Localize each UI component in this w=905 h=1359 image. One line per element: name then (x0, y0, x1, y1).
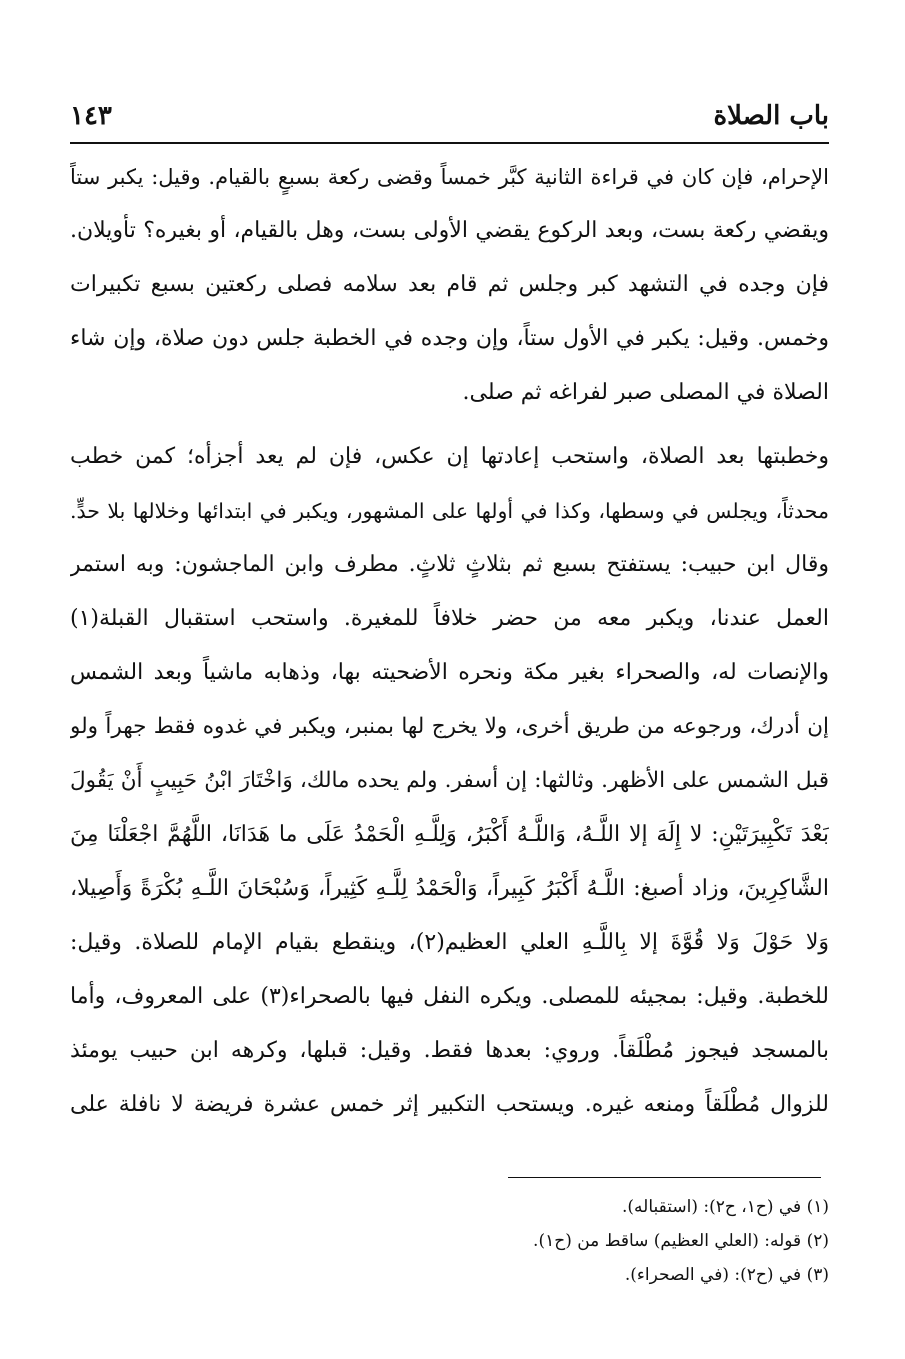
footnote-2: (٢) قوله: (العلي العظيم) ساقط من (ح١). (533, 1231, 829, 1251)
text-line: والإنصات له، والصحراء بغير مكة ونحره الأضحيته بها، وذهابه ماشياً وبعد الشمس (70, 660, 829, 685)
text-line: وَلا حَوْلَ وَلا قُوَّةَ إلا بِاللَّـهِ العلي العظيم(٢)، وينقطع بقيام الإمام للصلاة. وقيل: (70, 930, 829, 955)
text-line: بَعْدَ تَكْبِيرَتَيْنِ: لا إِلَهَ إلا اللَّـهُ، وَاللَّـهُ أَكْبَرُ، وَلِلَّـهِ الْحَمْدُ عَلَى ما هَدَانَا، اللَّهُمَّ اجْعَلْنَا مِنَ (70, 822, 829, 847)
text-line: محدثاً، ويجلس في وسطها، وكذا في أولها على المشهور، ويكبر في ابتدائها وخلالها بلا حدٍّ. (70, 499, 829, 523)
text-line: بالمسجد فيجوز مُطْلَقاً. وروي: بعدها فقط. وقيل: قبلها، وكرهه ابن حبيب يومئذ (70, 1038, 829, 1063)
header-divider (70, 142, 829, 144)
text-line: الشَّاكِرِينَ، وزاد أصبغ: اللَّـهُ أَكْبَرُ كَبِيراً، وَالْحَمْدُ لِلَّـهِ كَثِيراً، وَسُبْحَانَ اللَّـهِ بُكْرَةً وَأَصِيلا، (70, 876, 829, 901)
text-line: للخطبة. وقيل: بمجيئه للمصلى. ويكره النفل فيها بالصحراء(٣) على المعروف، وأما (70, 984, 829, 1009)
running-header (70, 96, 829, 136)
page-number: ١٤٣ (70, 101, 112, 131)
text-line: العمل عندنا، ويكبر معه من حضر خلافاً للمغيرة. واستحب استقبال القبلة(١) (70, 606, 829, 631)
main-text (70, 150, 829, 1132)
text-line: وخمس. وقيل: يكبر في الأول ستاً، وإن وجده في الخطبة جلس دون صلاة، وإن شاء (70, 326, 829, 351)
text-line: قبل الشمس على الأظهر. وثالثها: إن أسفر. ولم يحده مالك، وَاخْتَارَ ابْنُ حَبِيبٍ أَنْ يَقُولَ (70, 768, 829, 793)
text-line: للزوال مُطْلَقاً ومنعه غيره. ويستحب التكبير إثر خمس عشرة فريضة لا نافلة على (70, 1092, 829, 1117)
text-line: إن أدرك، ورجوعه من طريق أخرى، ولا يخرج لها بمنبر، ويكبر في غدوه فقط جهراً ولو (70, 714, 829, 739)
text-line: وقال ابن حبيب: يستفتح بسبع ثم بثلاثٍ ثلاثٍ. مطرف وابن الماجشون: وبه استمر (70, 552, 829, 577)
text-line: الصلاة في المصلى صبر لفراغه ثم صلى. (462, 380, 829, 405)
chapter-title: باب الصلاة (713, 101, 829, 131)
paragraph-gap (70, 420, 829, 430)
footnote-3: (٣) في (ح٢): (في الصحراء). (624, 1265, 829, 1285)
text-line: فإن وجده في التشهد كبر وجلس ثم قام بعد سلامه فصلى ركعتين بسبع تكبيرات (70, 272, 829, 297)
text-line: الإحرام، فإن كان في قراءة الثانية كبَّر خمساً وقضى ركعة بسبعٍ بالقيام. وقيل: يكبر ستاً (70, 165, 829, 189)
footnote-1: (١) في (ح١، ح٢): (استقباله). (621, 1197, 829, 1217)
footnotes (400, 1190, 829, 1292)
footnote-divider (508, 1177, 821, 1178)
text-line: وخطبتها بعد الصلاة، واستحب إعادتها إن عكس، فإن لم يعد أجزأه؛ كمن خطب (70, 444, 829, 469)
text-line: ويقضي ركعة بست، وبعد الركوع يقضي الأولى بست، وهل بالقيام، أو بغيره؟ تأويلان. (70, 218, 829, 243)
